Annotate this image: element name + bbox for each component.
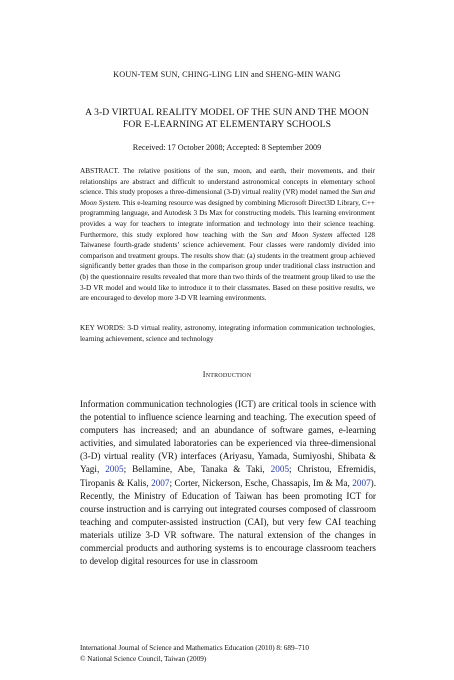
footer (80, 643, 380, 665)
keywords: KEY WORDS: 3-D virtual reality, astronomy, integrating information communication technologies, learning achievement, science and technology (80, 324, 375, 343)
abstract (80, 166, 375, 304)
received-dates: Received: 17 October 2008; Accepted: 8 September 2009 (132, 143, 322, 152)
abstract-italic-2: Sun and Moon System (261, 230, 333, 239)
body-text-1: Information communication technologies (ICT) are critical tools in science with the potential to influence science learning and teaching. The execution speed of computers has increased; and an abundance of software games, e-learning activities, and simulated laboratories can be experienced via three-dimensional (3-D) virtual reality (VR) interfaces (Ariyasu, Yamada, Sumiyoshi, Shibata & Yagi, (80, 399, 376, 475)
citation-link[interactable]: 2007 (352, 477, 371, 488)
body-text-3: ; Christou, Efremidis, Tiropanis & Kalis, (80, 464, 376, 488)
copyright-notice: © National Science Council, Taiwan (2009) (80, 654, 207, 663)
title-line-1: A 3-D VIRTUAL REALITY MODEL OF THE SUN AND THE MOON (85, 107, 369, 118)
journal-citation: International Journal of Science and Mathematics Education (2010) 8: 689–710 (80, 644, 309, 652)
abstract-text-2: . This e-learning resource was designed by combining Microsoft Direct3D Library, C++ programming language, and Autodesk 3 Ds Max for constructing models. This learning environment provides a way for teachers to integrate information and technology into their science teaching. Furthermore, this study explored how teaching with the (80, 198, 375, 239)
abstract-italic-1: Sun and Moon System (80, 188, 376, 207)
citation-link[interactable]: 2007 (151, 477, 170, 488)
abstract-text-3: affected 128 Taiwanese fourth-grade students’ science achievement. Four classes were randomly divided into comparison and treatment groups. The results show that: (a) students in the treatment group achieved significantly better grades than those in the comparison group under traditional class instruction and (b) the questionnaire results revealed that more than two thirds of the treatment group liked to use the 3-D VR model and would like to introduce it to their classmates. Based on these positive results, we are encouraged to develop more 3-D VR learning environments. (80, 230, 376, 303)
body-text (80, 398, 376, 568)
citation-link[interactable]: 2005 (270, 464, 290, 475)
section-heading: Introduction (202, 370, 252, 379)
body-text-4: ; Corter, Nickerson, Esche, Chassapis, Im & Ma, (169, 477, 353, 488)
citation-link[interactable]: 2005 (105, 464, 124, 475)
author-line: KOUN-TEM SUN, CHING-LING LIN and SHENG-MIN WANG (113, 70, 341, 79)
body-text-2: ; Bellamine, Abe, Tanaka & Taki, (123, 464, 271, 475)
abstract-text-1: ABSTRACT. The relative positions of the sun, moon, and earth, their movements, and their relationships are abstract and difficult to understand astronomical concepts in elementary school science. This study proposes a three-dimensional (3-D) virtual reality (VR) model named the (80, 167, 375, 197)
paper-title (0, 107, 454, 131)
title-line-2: FOR E-LEARNING AT ELEMENTARY SCHOOLS (122, 119, 332, 130)
body-text-5: ). Recently, the Ministry of Education of Taiwan has been promoting ICT for course instruction and is carrying out integrated courses composed of classroom teaching and computer-assisted instruction (CAI), but very few CAI teaching materials utilize 3-D VR software. The natural extension of the changes in commercial products and authoring systems is to encourage classroom teachers to develop digital resources for use in classroom (80, 477, 377, 567)
